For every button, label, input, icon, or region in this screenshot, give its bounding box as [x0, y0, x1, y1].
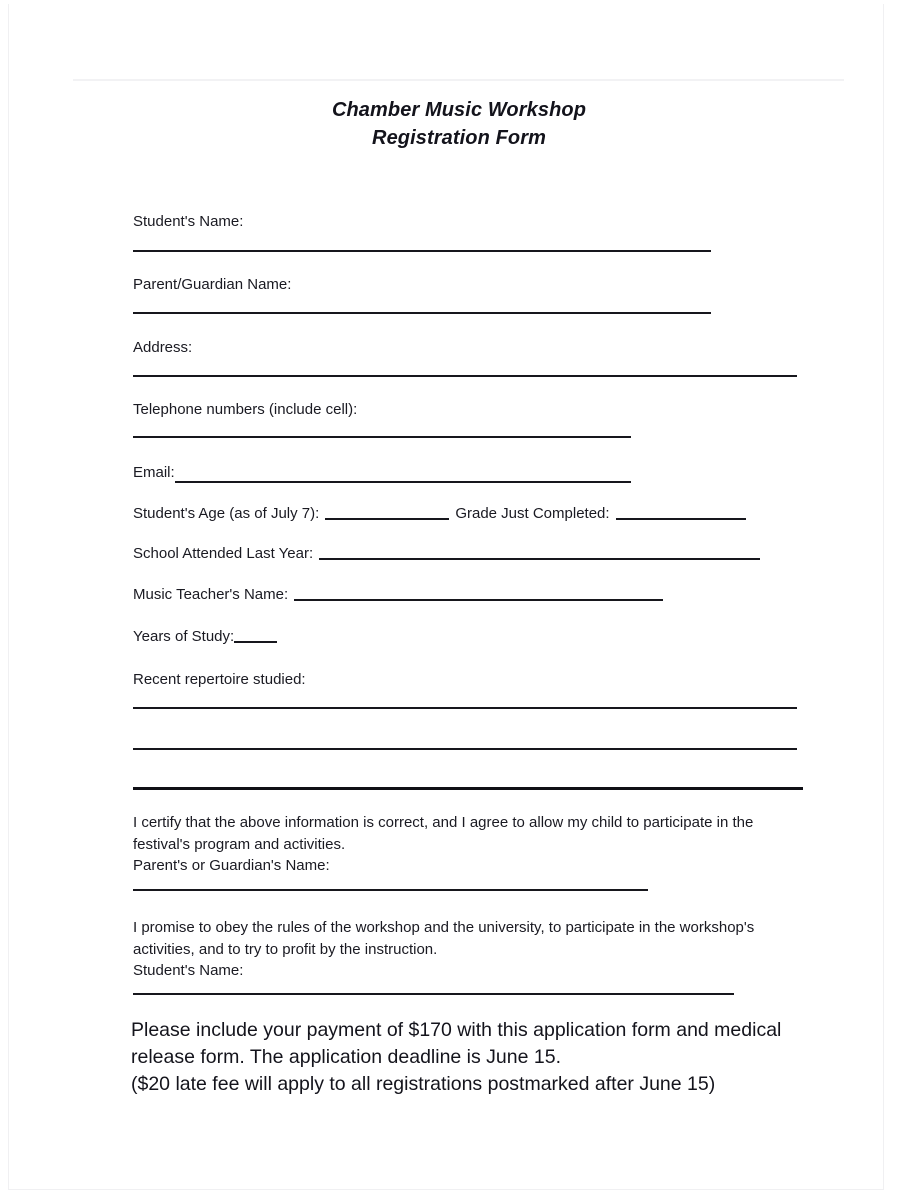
input-telephone-numbers[interactable] [133, 436, 631, 438]
label-email: Email: [133, 464, 175, 481]
input-parent-guardian-name[interactable] [133, 312, 711, 314]
promise-line-1: I promise to obey the rules of the workshop and the university, to participate in the workshop's [133, 919, 755, 936]
row-years-of-study [133, 627, 277, 646]
label-parent-signature: Parent's or Guardian's Name: [133, 857, 330, 874]
payment-line-1: Please include your payment of $170 with this application form and medical [131, 1019, 782, 1041]
form-title [9, 96, 900, 152]
input-repertoire-line-2[interactable] [133, 748, 797, 750]
payment-line-2: release form. The application deadline is June 15. [131, 1046, 561, 1068]
certification-line-1: I certify that the above information is correct, and I agree to allow my child to participate in the [133, 814, 754, 831]
input-years-of-study[interactable] [234, 641, 277, 643]
label-telephone-numbers: Telephone numbers (include cell): [133, 401, 358, 418]
label-recent-repertoire: Recent repertoire studied: [133, 671, 306, 688]
header-divider [73, 79, 844, 81]
label-grade-completed: Grade Just Completed: [455, 505, 610, 522]
title-line-2: Registration Form [372, 127, 546, 149]
input-music-teacher[interactable] [294, 599, 663, 601]
certification-paragraph [133, 812, 753, 877]
input-students-name[interactable] [133, 250, 711, 252]
title-line-1: Chamber Music Workshop [331, 99, 587, 121]
label-music-teacher: Music Teacher's Name: [133, 586, 289, 603]
form-page [8, 4, 884, 1190]
input-repertoire-line-3[interactable] [133, 787, 803, 790]
label-school-attended: School Attended Last Year: [133, 545, 314, 562]
input-student-signature[interactable] [133, 993, 734, 995]
input-grade-completed[interactable] [616, 518, 746, 520]
certification-line-2: festival's program and activities. [133, 835, 346, 853]
input-repertoire-line-1[interactable] [133, 707, 797, 709]
promise-line-2: activities, and to try to profit by the instruction. [133, 940, 438, 958]
row-school-attended [133, 544, 760, 563]
promise-paragraph [133, 917, 754, 982]
input-students-age[interactable] [325, 518, 449, 520]
payment-instructions [131, 1017, 781, 1098]
input-school-attended[interactable] [319, 558, 760, 560]
label-address: Address: [133, 339, 193, 356]
row-age-grade [133, 504, 746, 523]
input-parent-signature[interactable] [133, 889, 648, 891]
input-email[interactable] [175, 481, 631, 483]
label-student-signature: Student's Name: [133, 962, 244, 979]
payment-line-3: ($20 late fee will apply to all registrations postmarked after June 15) [131, 1073, 716, 1095]
label-students-name: Student's Name: [133, 213, 244, 230]
label-students-age: Student's Age (as of July 7): [133, 505, 320, 522]
input-address[interactable] [133, 375, 797, 377]
label-parent-guardian-name: Parent/Guardian Name: [133, 276, 292, 293]
row-music-teacher [133, 585, 663, 604]
label-years-of-study: Years of Study: [133, 628, 235, 645]
